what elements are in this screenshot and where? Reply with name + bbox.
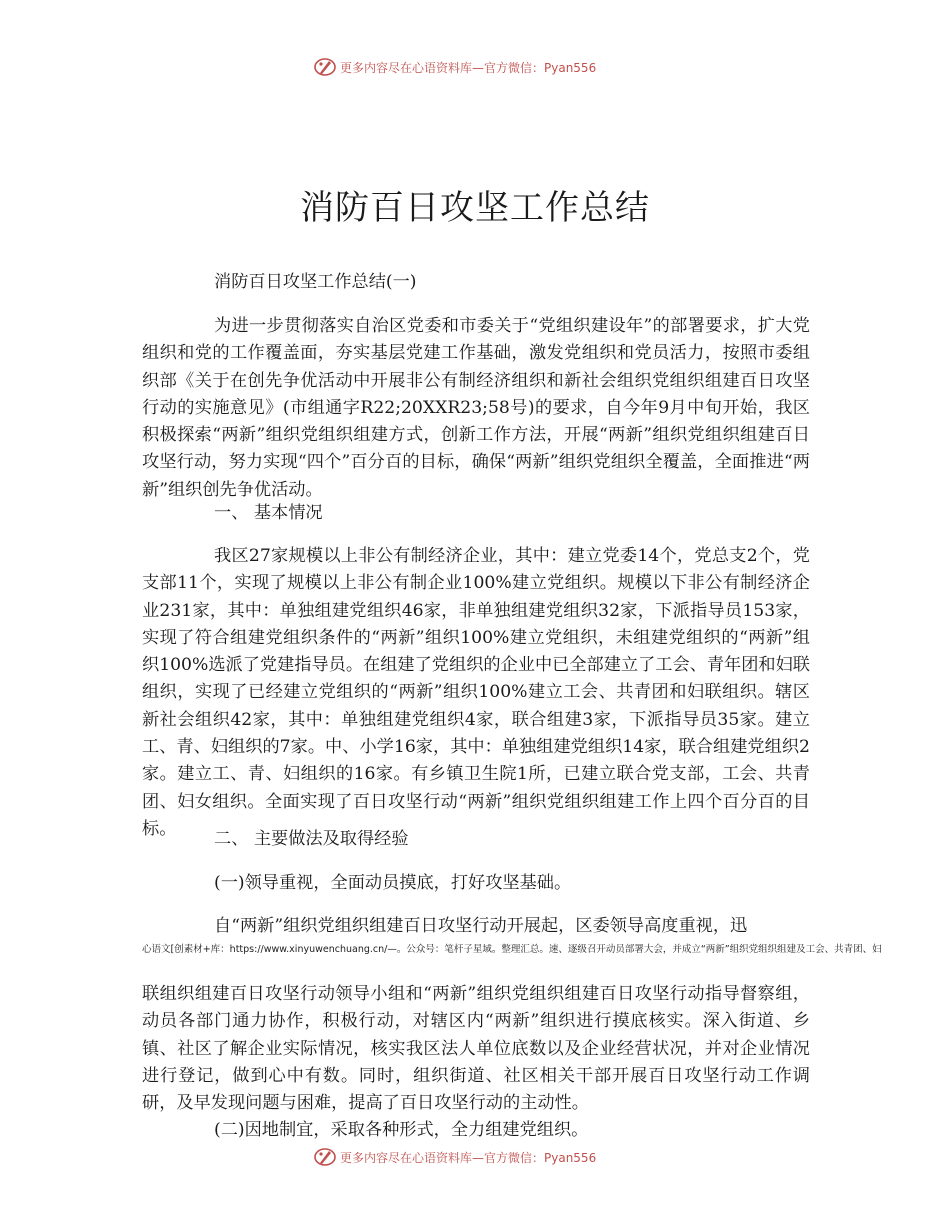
section2-paragraph-start: 自“两新”组织党组织组建百日攻坚行动开展起，区委领导高度重视，迅 <box>214 916 748 936</box>
pen-logo-icon <box>314 56 336 78</box>
header-watermark <box>314 55 596 79</box>
section1-heading: 一、 基本情况 <box>214 503 323 523</box>
section1-paragraph: 我区27家规模以上非公有制经济企业，其中：建立党委14个，党总支2个，党支部11个，实现了规模以上非公有制企业100%建立党组织。规模以下非公有制经济企业231家，其中：单独组建党组织46家，非单独组建党组织32家，下派指导员153家，实现了符合组建党组织条件的“两新”组织100%建立党组织，未组建党组织的“两新”组织100%选派了党建指导员。在组建了党组织的企业中已全部建立了工会、青年团和妇联组织，实现了已经建立党组织的“两新”组织100%建立工会、共青团和妇联组织。辖区新社会组织42家，其中：单独组建党组织4家，联合组建3家，下派指导员35家。建立工、青、妇组织的7家。中、小学16家，其中：单独组建党组织14家，联合组建党组织2家。建立工、青、妇组织的16家。有乡镇卫生院1所，已建立联合党支部，工会、共青团、妇女组织。全面实现了百日攻坚行动“两新”组织党组织组建工作上四个百分百的目标。 <box>142 546 810 839</box>
page-footnote: 心语文[创素材+库：https://www.xinyuwenchuang.cn/—。公众号：笔杆子星域。整理汇总。速、逐级召开动员部署大会，并成立“两新”组织党组织组建及工会、共青团、妇 <box>142 944 882 955</box>
footer-watermark-text: 更多内容尽在心语资料库—官方微信：Pyan556 <box>340 1150 597 1165</box>
document-title: 消防百日攻坚工作总结 <box>300 188 650 228</box>
section2-subheading-2: (二)因地制宜，采取各种形式，全力组建党组织。 <box>214 1120 589 1140</box>
intro-paragraph: 为进一步贯彻落实自治区党委和市委关于“党组织建设年”的部署要求，扩大党组织和党的工作覆盖面，夯实基层党建工作基础，激发党组织和党员活力，按照市委组织部《关于在创先争优活动中开展非公有制经济组织和新社会组织党组织组建百日攻坚行动的实施意见》(市组通字R22;20XXR23;58号)的要求，自今年9月中旬开始，我区积极探索“两新”组织党组织组建方式，创新工作方法，开展“两新”组织党组织组建百日攻坚行动，努力实现“四个”百分百的目标，确保“两新”组织党组织全覆盖，全面推进“两新”组织创先争优活动。 <box>142 316 810 500</box>
header-watermark-text: 更多内容尽在心语资料库—官方微信：Pyan556 <box>340 60 597 75</box>
document-subtitle: 消防百日攻坚工作总结(一) <box>214 272 417 292</box>
section2-subheading-1: (一)领导重视，全面动员摸底，打好攻坚基础。 <box>214 873 572 893</box>
footer-watermark <box>314 1145 596 1169</box>
section2-paragraph-continued: 联组织组建百日攻坚行动领导小组和“两新”组织党组织组建百日攻坚行动指导督察组，动员各部门通力协作，积极行动，对辖区内“两新”组织进行摸底核实。深入街道、乡镇、社区了解企业实际情况，核实我区法人单位底数以及企业经营状况，并对企业情况进行登记，做到心中有数。同时，组织街道、社区相关干部开展百日攻坚行动工作调研，及早发现问题与困难，提高了百日攻坚行动的主动性。 <box>142 984 810 1114</box>
pen-logo-icon <box>314 1146 336 1168</box>
section2-heading: 二、 主要做法及取得经验 <box>214 829 409 849</box>
